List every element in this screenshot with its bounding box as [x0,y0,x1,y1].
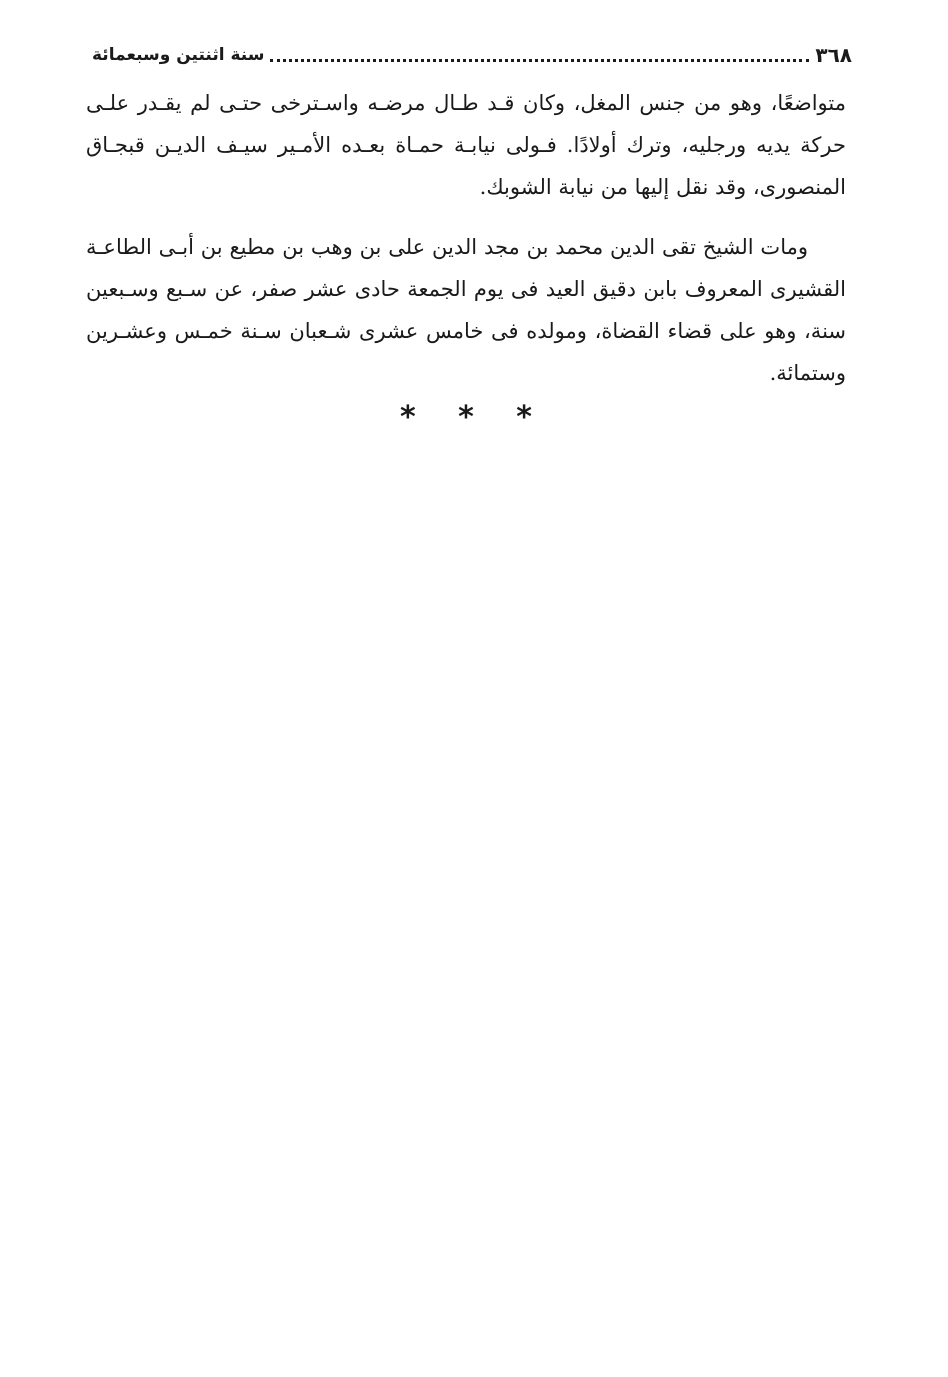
dotted-leader [270,59,809,62]
page-number: ٣٦٨ [815,43,852,67]
page-header [92,36,852,70]
paragraph-2: ومات الشيخ تقى الدين محمد بن مجد الدين على بن وهب بن مطيع بن أبـى الطاعـة القشيرى المعروف بابن دقيق العيد فى يوم الجمعة حادى عشر صفر، عن سـبع وسـبعين سنة، وهو على قضاء القضاة، ومولده فى خامس عشرى شـعبان سـنة خمـس وعشـرين وستمائة. [86,235,846,385]
paragraph-1: متواضعًا، وهو من جنس المغل، وكان قـد طـال مرضـه واسـترخى حتـى لم يقـدر علـى حركة يديه ورجليه، وترك أولادًا. فـولى نيابـة حمـاة بعـده الأمـير سيـف الديـن قبجـاق المنصورى، وقد نقل إليها من نيابة الشوبك. [86,91,846,199]
section-separator: * * * [400,400,548,435]
running-title: سنة اثنتين وسبعمائة [92,45,265,65]
